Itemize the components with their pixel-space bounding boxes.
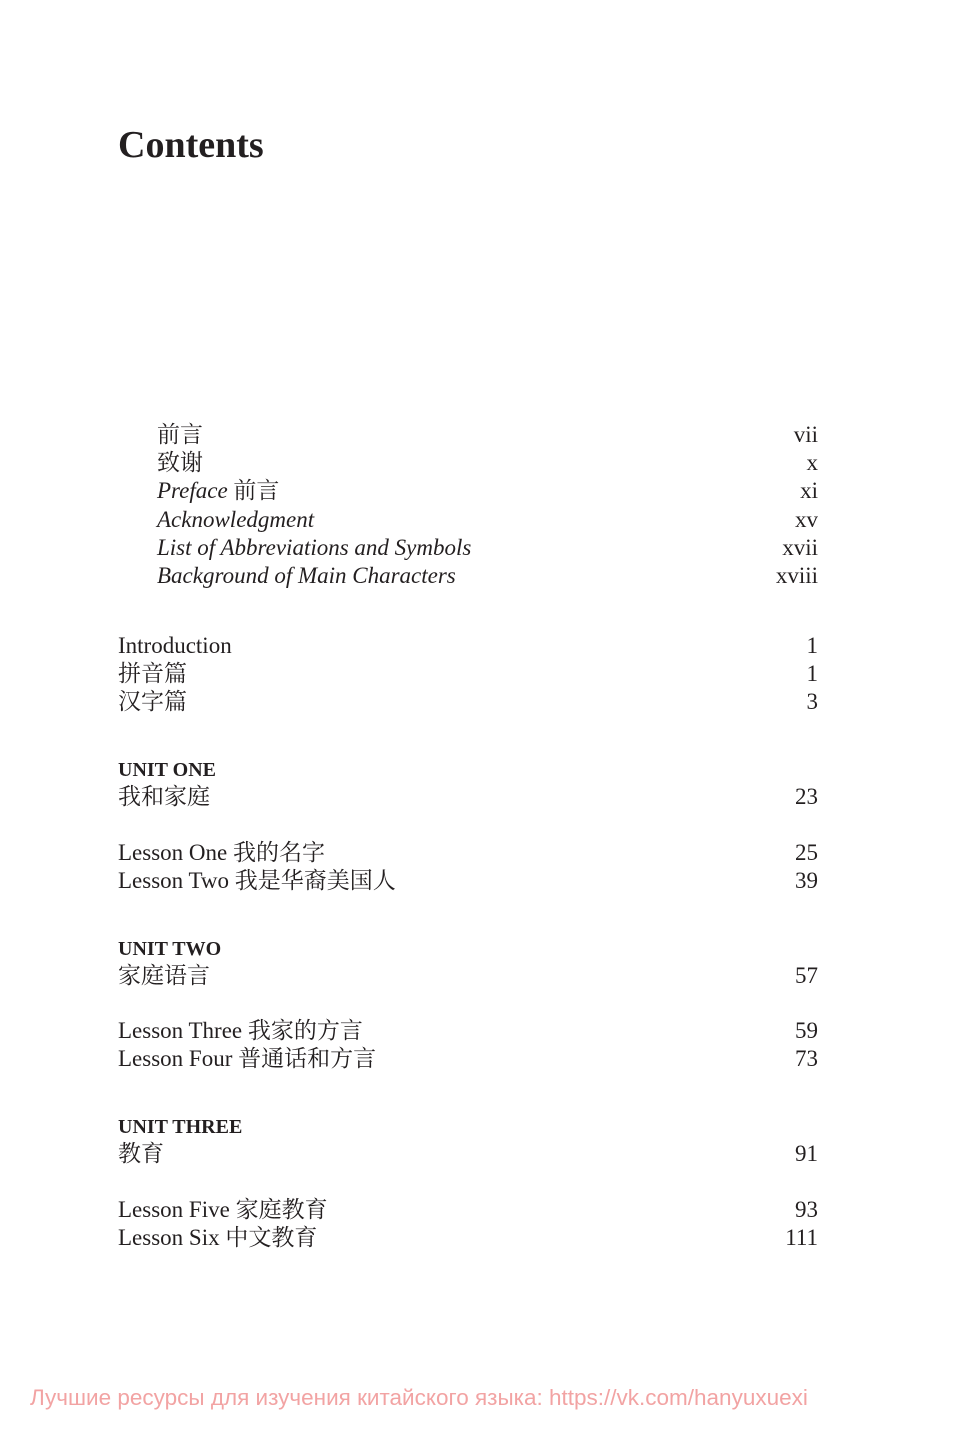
entry-label — [157, 477, 279, 505]
watermark-text: Лучшие ресурсы для изучения китайского языка: https://vk.com/hanyuxuexi — [30, 1385, 808, 1410]
unit-heading: UNIT ONE — [118, 759, 216, 782]
unit-title-entry — [118, 783, 818, 811]
lesson-title: 我的名字 — [232, 839, 325, 865]
entry-title: 前言 — [233, 478, 280, 504]
entry-title-italic: List of Abbreviations and Symbols — [157, 534, 472, 560]
entry-page-number: 93 — [795, 1196, 818, 1222]
entry-title-italic: Acknowledgment — [157, 506, 315, 532]
lesson-title: 我是华裔美国人 — [234, 867, 396, 893]
lesson-title: 中文教育 — [225, 1224, 318, 1250]
entry-label — [118, 1196, 328, 1224]
entry-label — [118, 1224, 317, 1252]
lesson-label: Lesson One — [118, 839, 228, 865]
entry-label — [157, 506, 314, 534]
lesson-label: Lesson Six — [118, 1224, 220, 1250]
entry-page-number: 91 — [795, 1141, 818, 1167]
entry-label — [118, 1017, 363, 1045]
entry-page-number: 39 — [795, 867, 818, 893]
entry-title: 拼音篇 — [118, 661, 187, 687]
toc-entry — [118, 477, 818, 505]
entry-page-number: x — [806, 450, 818, 476]
entry-label — [118, 839, 325, 867]
lesson-title: 家庭教育 — [235, 1196, 328, 1222]
lesson-label: Lesson Two — [118, 867, 230, 893]
entry-page-number: 1 — [806, 632, 818, 658]
unit-title: 我和家庭 — [118, 784, 210, 810]
unit-title: 家庭语言 — [118, 962, 210, 988]
lesson-entry — [118, 1196, 818, 1224]
entry-label — [118, 1045, 376, 1073]
toc-entry — [118, 660, 818, 688]
front-matter-list — [118, 421, 818, 590]
entry-page-number: 1 — [806, 661, 818, 687]
lesson-title: 我家的方言 — [247, 1018, 363, 1044]
entry-title-italic: Preface — [157, 478, 228, 504]
lesson-list — [118, 1017, 818, 1073]
lesson-title: 普通话和方言 — [238, 1046, 377, 1072]
entry-page-number: 23 — [795, 784, 818, 810]
entry-page-number: 73 — [795, 1046, 818, 1072]
table-of-contents — [118, 421, 818, 1252]
entry-label — [157, 534, 471, 562]
toc-entry — [118, 506, 818, 534]
unit-heading: UNIT THREE — [118, 1116, 243, 1139]
lesson-entry — [118, 867, 818, 895]
lesson-entry — [118, 1224, 818, 1252]
page-title: Contents — [118, 124, 264, 166]
entry-label — [157, 421, 203, 449]
toc-entry — [118, 632, 818, 660]
entry-title: 汉字篇 — [118, 689, 187, 715]
entry-page-number: xi — [800, 478, 818, 504]
entry-page-number: 59 — [795, 1018, 818, 1044]
entry-page-number: xv — [795, 506, 818, 532]
entry-title: 致谢 — [157, 450, 203, 476]
lesson-list — [118, 1196, 818, 1252]
introduction-list — [118, 632, 818, 717]
unit-title-entry — [118, 962, 818, 990]
entry-label — [157, 562, 456, 590]
entry-title: 前言 — [157, 422, 203, 447]
entry-page-number: 111 — [785, 1224, 818, 1250]
entry-page-number: xviii — [775, 562, 818, 588]
unit-title: 教育 — [118, 1141, 164, 1167]
toc-entry — [118, 534, 818, 562]
entry-title: Introduction — [118, 632, 232, 658]
lesson-entry — [118, 1017, 818, 1045]
toc-entry — [118, 562, 818, 590]
entry-page-number: 57 — [795, 962, 818, 988]
toc-entry — [118, 688, 818, 716]
entry-title-italic: Background of Main Characters — [157, 562, 456, 588]
entry-page-number: xvii — [782, 534, 818, 560]
lesson-label: Lesson Five — [118, 1196, 230, 1222]
toc-entry — [118, 421, 818, 449]
lesson-entry — [118, 839, 818, 867]
unit-heading: UNIT TWO — [118, 937, 222, 960]
lesson-entry — [118, 1045, 818, 1073]
entry-page-number: 3 — [806, 689, 818, 715]
unit-section — [118, 1115, 818, 1252]
unit-title-entry — [118, 1140, 818, 1168]
entry-label — [118, 867, 396, 895]
entry-page-number: vii — [793, 422, 818, 447]
lesson-label: Lesson Three — [118, 1018, 243, 1044]
lesson-list — [118, 839, 818, 895]
entry-page-number: 25 — [795, 839, 818, 865]
lesson-label: Lesson Four — [118, 1046, 233, 1072]
entry-label — [157, 449, 203, 477]
toc-entry — [118, 449, 818, 477]
unit-section — [118, 758, 818, 895]
unit-section — [118, 937, 818, 1074]
